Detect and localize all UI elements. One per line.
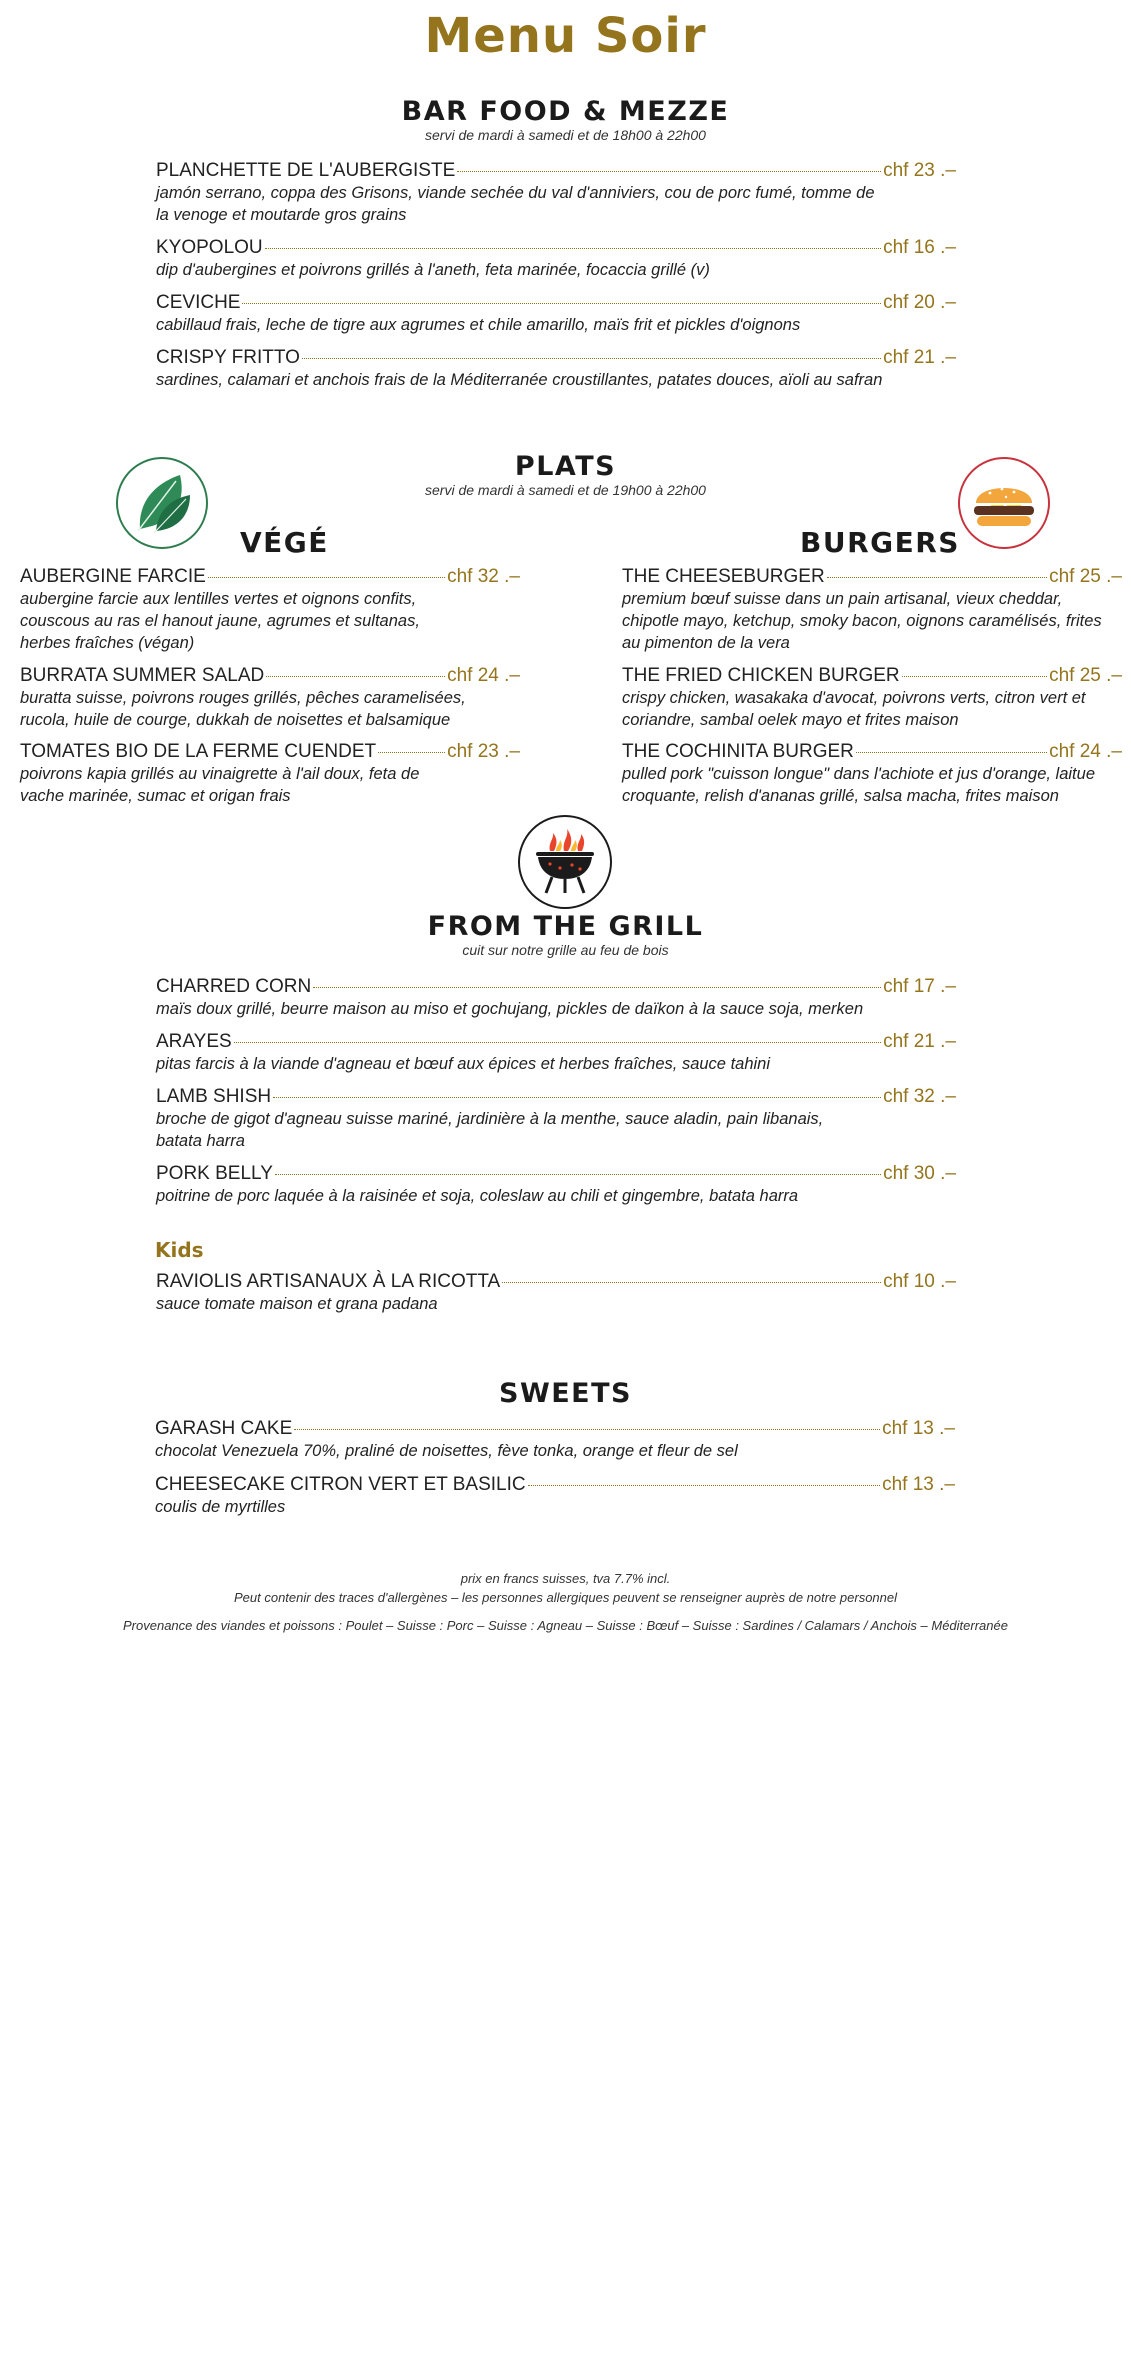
item-description: buratta suisse, poivrons rouges grillés, pêches caramelisées, rucola, huile de courge, dukkah de noisettes et balsamique [20,689,466,729]
dot-leader [856,752,1047,753]
item-description: maïs doux grillé, beurre maison au miso et gochujang, pickles de daïkon à la sauce soja, merken [156,1000,864,1018]
plats-hours: servi de mardi à samedi et de 19h00 à 22h00 [425,482,706,498]
item-name: THE CHEESEBURGER [622,566,825,587]
item-name: CHARRED CORN [156,976,312,997]
item-name: ARAYES [156,1031,232,1052]
item-name: AUBERGINE FARCIE [20,566,206,587]
item-description: sauce tomate maison et grana padana [156,1295,438,1313]
menu-item [20,566,520,654]
menu-item [20,665,520,731]
item-description: coulis de myrtilles [155,1498,286,1516]
item-description: premium bœuf suisse dans un pain artisanal, vieux cheddar, chipotle mayo, ketchup, smoky bacon, oignons caramélisés, frites au pimenton de la vera [622,590,1102,652]
item-name: PORK BELLY [156,1163,273,1184]
bar-food-hours: servi de mardi à samedi et de 18h00 à 22h00 [425,127,706,143]
dot-leader [242,303,881,304]
item-name: PLANCHETTE DE L'AUBERGISTE [156,160,456,181]
menu-item [156,347,956,391]
item-price: chf 32 .– [447,566,520,587]
dot-leader [457,171,881,172]
bar-food-title: BAR FOOD & MEZZE [401,96,730,127]
dot-leader [294,1429,880,1430]
item-description: sardines, calamari et anchois frais de la Méditerranée croustillantes, patates douces, aïoli au safran [156,371,883,389]
item-description: poivrons kapia grillés au vinaigrette à l'ail doux, feta de vache marinée, sumac et origan frais [20,765,420,805]
dot-leader [502,1282,881,1283]
dot-leader [302,358,881,359]
grill-title: FROM THE GRILL [427,911,704,942]
burgers-title: BURGERS [800,526,960,559]
item-name: BURRATA SUMMER SALAD [20,665,265,686]
menu-item [156,237,956,281]
grill-icon [518,815,612,909]
item-price: chf 30 .– [883,1163,956,1184]
menu-item [156,1031,956,1075]
item-price: chf 23 .– [447,741,520,762]
item-price: chf 21 .– [883,347,956,368]
burger-icon [958,457,1050,549]
item-description: dip d'aubergines et poivrons grillés à l'aneth, feta marinée, focaccia grillé (v) [156,261,710,279]
item-description: jamón serrano, coppa des Grisons, viande sechée du val d'anniviers, cou de porc fumé, tomme de la venoge et moutarde gros grains [156,184,875,224]
item-description: crispy chicken, wasakaka d'avocat, poivrons verts, citron vert et coriandre, sambal oelek mayo et frites maison [622,689,1086,729]
menu-item [20,741,520,807]
item-name: GARASH CAKE [155,1418,293,1439]
kids-title: Kids [155,1238,204,1262]
item-name: CHEESECAKE CITRON VERT ET BASILIC [155,1474,526,1495]
item-price: chf 23 .– [883,160,956,181]
item-name: LAMB SHISH [156,1086,272,1107]
item-price: chf 13 .– [882,1474,955,1495]
footer-price-note: prix en francs suisses, tva 7.7% incl. [460,1571,671,1586]
menu-item [622,665,1122,731]
item-price: chf 20 .– [883,292,956,313]
item-price: chf 25 .– [1049,665,1122,686]
item-description: broche de gigot d'agneau suisse mariné, jardinière à la menthe, sauce aladin, pain libanais, batata harra [156,1110,824,1150]
menu-item [156,976,956,1020]
item-description: aubergine farcie aux lentilles vertes et oignons confits, couscous au ras el hanout jaune, agrumes et sultanas, herbes fraîches (végan) [20,590,420,652]
item-price: chf 16 .– [883,237,956,258]
dot-leader [902,676,1047,677]
leaf-icon [116,457,208,549]
item-description: cabillaud frais, leche de tigre aux agrumes et chile amarillo, maïs frit et pickles d'oignons [156,316,801,334]
item-name: THE FRIED CHICKEN BURGER [622,665,900,686]
item-price: chf 21 .– [883,1031,956,1052]
dot-leader [208,577,445,578]
item-description: chocolat Venezuela 70%, praliné de noisettes, fève tonka, orange et fleur de sel [155,1442,738,1460]
item-price: chf 25 .– [1049,566,1122,587]
menu-item [156,160,956,226]
sweets-title: SWEETS [499,1378,632,1409]
grill-subtitle: cuit sur notre grille au feu de bois [462,942,669,958]
item-description: poitrine de porc laquée à la raisinée et soja, coleslaw au chili et gingembre, batata harra [156,1187,799,1205]
menu-item [156,1271,956,1315]
dot-leader [313,987,881,988]
item-name: TOMATES BIO DE LA FERME CUENDET [20,741,377,762]
menu-item [155,1418,955,1462]
item-name: CRISPY FRITTO [156,347,300,368]
item-name: KYOPOLOU [156,237,263,258]
menu-item [622,566,1122,654]
item-price: chf 17 .– [883,976,956,997]
plats-title: PLATS [514,451,617,482]
dot-leader [378,752,445,753]
footer-provenance-note: Provenance des viandes et poissons : Poulet – Suisse : Porc – Suisse : Agneau – Suisse : Bœuf – Suisse : Sardines / Calamars / Anchois – Méditerranée [123,1618,1008,1633]
dot-leader [234,1042,881,1043]
item-description: pitas farcis à la viande d'agneau et bœuf aux épices et herbes fraîches, sauce tahini [156,1055,771,1073]
menu-item [156,1163,956,1207]
item-price: chf 10 .– [883,1271,956,1292]
dot-leader [266,676,445,677]
footer-allergen-note: Peut contenir des traces d'allergènes – les personnes allergiques peuvent se renseigner auprès de notre personnel [233,1590,897,1605]
item-price: chf 24 .– [1049,741,1122,762]
item-description: pulled pork "cuisson longue" dans l'achiote et jus d'orange, laitue croquante, relish d'ananas grillé, salsa macha, frites maison [622,765,1095,805]
dot-leader [827,577,1047,578]
item-price: chf 24 .– [447,665,520,686]
menu-item [155,1474,955,1518]
menu-item [156,1086,956,1152]
dot-leader [265,248,881,249]
item-price: chf 13 .– [882,1418,955,1439]
dot-leader [528,1485,881,1486]
menu-item [156,292,956,336]
menu-item [622,741,1122,807]
item-price: chf 32 .– [883,1086,956,1107]
item-name: THE COCHINITA BURGER [622,741,854,762]
dot-leader [273,1097,881,1098]
dot-leader [275,1174,881,1175]
page-title: Menu Soir [424,8,707,64]
item-name: RAVIOLIS ARTISANAUX À LA RICOTTA [156,1271,501,1292]
vege-title: VÉGÉ [240,526,329,559]
item-name: CEVICHE [156,292,241,313]
